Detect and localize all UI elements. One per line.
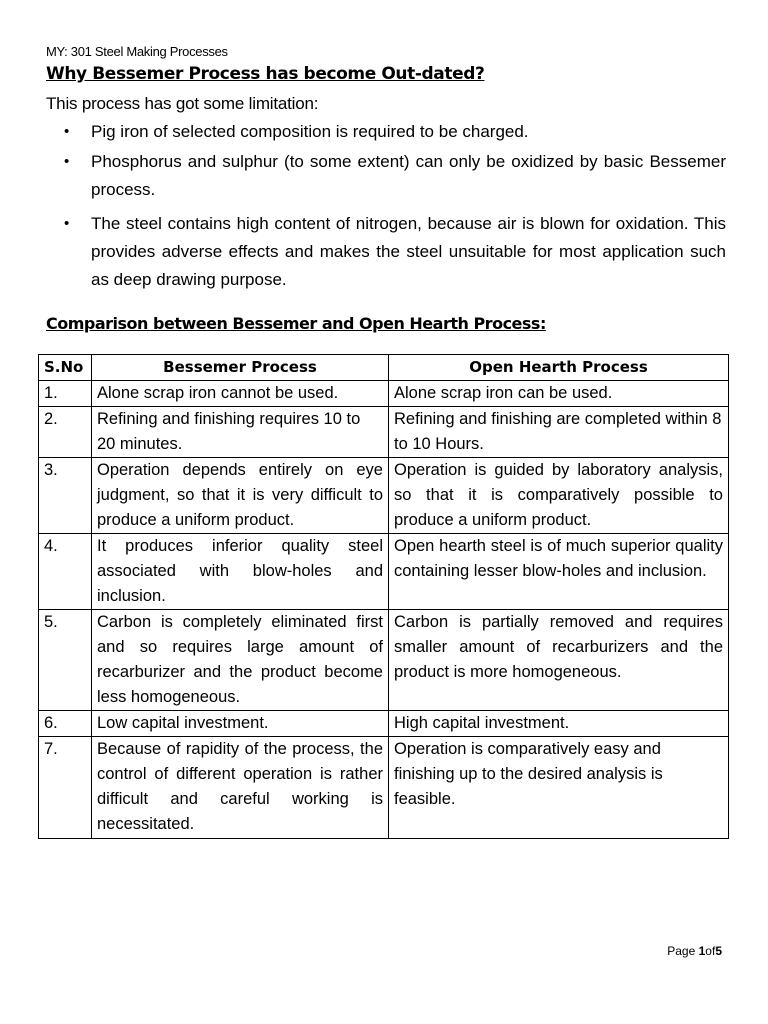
open-hearth-cell: High capital investment.: [389, 711, 729, 737]
row-number: 3.: [39, 458, 92, 534]
bessemer-cell: It produces inferior quality steel associated with blow-holes and inclusion.: [92, 534, 389, 610]
page-of: of: [705, 944, 716, 958]
limitations-list: [46, 116, 726, 294]
bessemer-cell: Alone scrap iron cannot be used.: [92, 381, 389, 407]
bessemer-cell: Carbon is completely eliminated first and so requires large amount of recarburizer and the product become less homogeneous.: [92, 610, 389, 711]
row-number: 4.: [39, 534, 92, 610]
table-row: [39, 534, 729, 610]
page-total: 5: [715, 944, 722, 958]
bessemer-cell: Refining and finishing requires 10 to 20 minutes.: [92, 407, 389, 458]
open-hearth-cell: Operation is comparatively easy and finishing up to the desired analysis is feasible.: [389, 737, 729, 839]
open-hearth-cell: Alone scrap iron can be used.: [389, 381, 729, 407]
bessemer-cell: Low capital investment.: [92, 711, 389, 737]
limitation-item: • The steel contains high content of nitrogen, because air is blown for oxidation. This provides adverse effects and makes the steel unsuitable for most application such as deep drawing purpose.: [91, 210, 726, 294]
row-number: 1.: [39, 381, 92, 407]
page-label: Page: [667, 944, 696, 958]
table-row: [39, 381, 729, 407]
row-number: 5.: [39, 610, 92, 711]
open-hearth-cell: Open hearth steel is of much superior quality containing lesser blow-holes and inclusion.: [389, 534, 729, 610]
limitation-item: • Pig iron of selected composition is required to be charged.: [91, 118, 726, 146]
table-header-row: [39, 355, 729, 381]
row-number: 7.: [39, 737, 92, 839]
table-row: [39, 737, 729, 839]
page-current: 1: [698, 944, 706, 958]
open-hearth-cell: Refining and finishing are completed within 8 to 10 Hours.: [389, 407, 729, 458]
course-header: MY: 301 Steel Making Processes: [46, 44, 228, 59]
intro-text: This process has got some limitation:: [46, 94, 319, 113]
bessemer-cell: Operation depends entirely on eye judgment, so that it is very difficult to produce a uniform product.: [92, 458, 389, 534]
column-header-open-hearth: Open Hearth Process: [389, 355, 729, 381]
page-number: [667, 944, 722, 958]
table-row: [39, 407, 729, 458]
row-number: 2.: [39, 407, 92, 458]
column-header-bessemer: Bessemer Process: [92, 355, 389, 381]
comparison-title: Comparison between Bessemer and Open Hearth Process:: [46, 314, 546, 333]
bessemer-cell: Because of rapidity of the process, the control of different operation is rather difficult and careful working is necessitated.: [92, 737, 389, 839]
open-hearth-cell: Operation is guided by laboratory analysis, so that it is comparatively possible to produce a uniform product.: [389, 458, 729, 534]
comparison-table: [38, 354, 729, 839]
open-hearth-cell: Carbon is partially removed and requires smaller amount of recarburizers and the product is more homogeneous.: [389, 610, 729, 711]
table-row: [39, 458, 729, 534]
row-number: 6.: [39, 711, 92, 737]
table-row: [39, 711, 729, 737]
table-row: [39, 610, 729, 711]
column-header-sno: S.No: [39, 355, 92, 381]
limitation-item: • Phosphorus and sulphur (to some extent) can only be oxidized by basic Bessemer process.: [91, 148, 726, 204]
section-title: Why Bessemer Process has become Out-dated?: [46, 64, 485, 84]
